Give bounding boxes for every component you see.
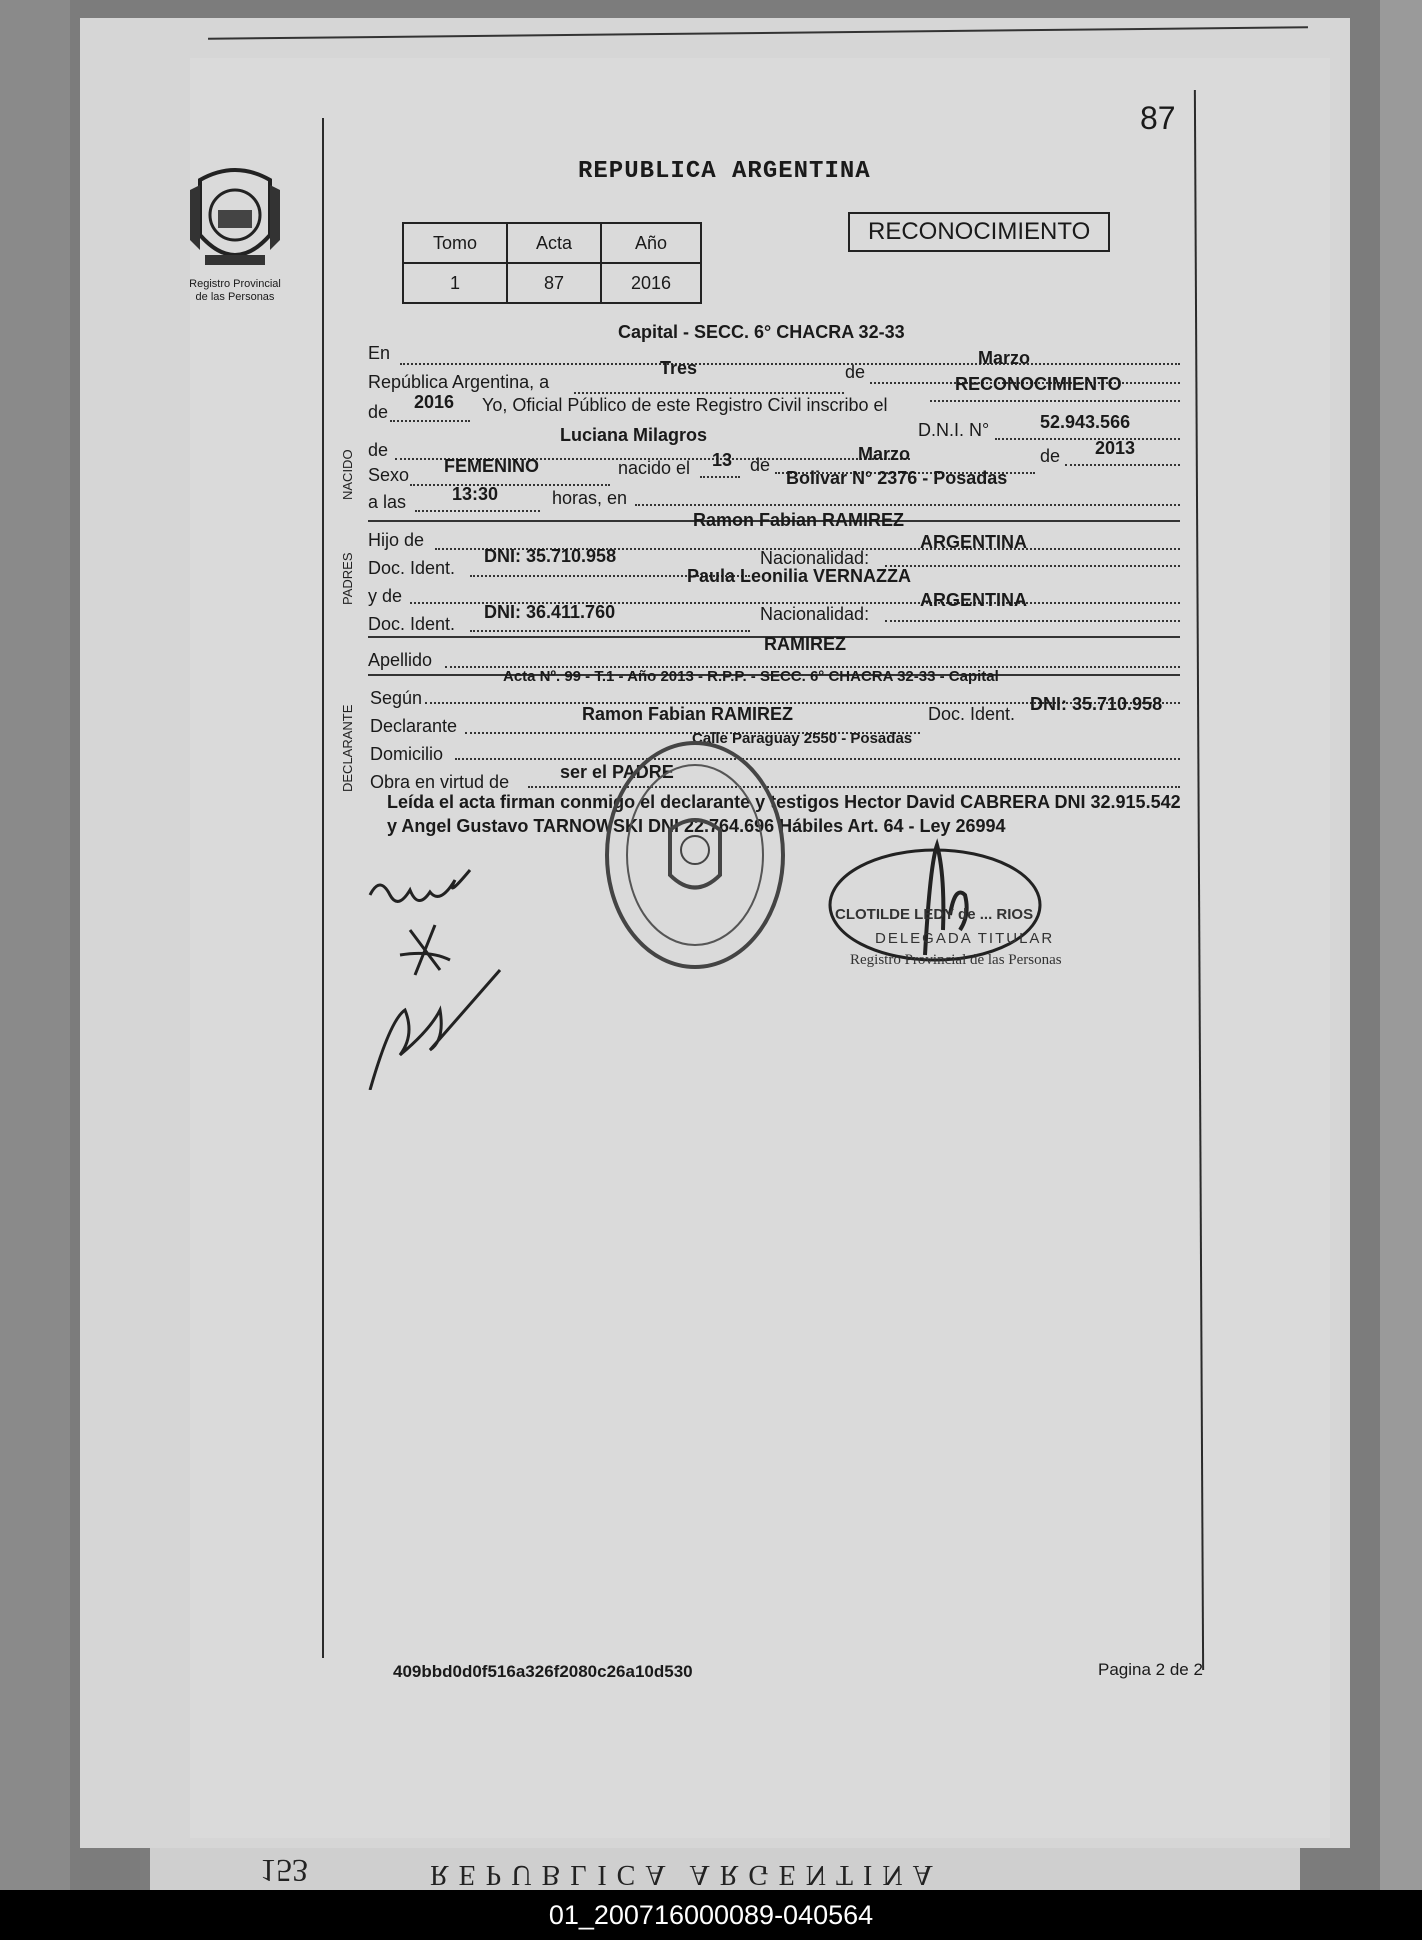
- value-father-name: Ramon Fabian RAMIREZ: [693, 510, 905, 530]
- document-hash: 409bbd0d0f516a326f2080c26a10d530: [393, 1662, 693, 1681]
- closing-text: Leída el acta firman conmigo el declarante y testigos Hector David CABRERA DNI 32.915.542 y Angel Gustavo TARNOWSKI DNI 22.764.696 Hábiles Art. 64 - Ley 26994: [387, 792, 1181, 836]
- dots: [455, 758, 1180, 760]
- label-inscribo: Yo, Oficial Público de este Registro Civil inscribo el: [482, 395, 888, 415]
- value-father-nationality: ARGENTINA: [920, 532, 1027, 552]
- label-domicilio: Domicilio: [370, 744, 444, 764]
- table-header-acta: Acta: [507, 223, 601, 263]
- scan-background-left: [0, 0, 70, 1890]
- value-birth-time: 13:30: [452, 484, 499, 504]
- stamp-registry: Registro Provincial de las Personas: [850, 952, 1062, 968]
- folio-number: 87: [1140, 100, 1176, 136]
- label-doc-ident: Doc. Ident.: [368, 614, 456, 634]
- value-mother-doc: DNI: 36.411.760: [484, 602, 616, 622]
- label-yde: y de: [368, 586, 403, 606]
- value-child-name: Luciana Milagros: [560, 425, 708, 445]
- label-dni: D.N.I. N°: [918, 420, 990, 440]
- dots: [574, 392, 844, 394]
- label-nacionalidad: Nacionalidad:: [760, 548, 870, 568]
- round-stamp-icon: [600, 735, 790, 975]
- label-de: de: [845, 362, 866, 382]
- dots: [415, 510, 540, 512]
- scan-background-right: [1380, 0, 1422, 1890]
- value-segun: Acta Nº. 99 - T.1 - Año 2013 - R.P.P. - SECC. 6° CHACRA 32-33 - Capital: [503, 668, 999, 685]
- value-day: Tres: [660, 358, 698, 378]
- label-nacionalidad: Nacionalidad:: [760, 604, 870, 624]
- label-doc-ident: Doc. Ident.: [928, 704, 1016, 724]
- value-declarante: Ramon Fabian RAMIREZ: [582, 704, 794, 724]
- label-sexo: Sexo: [368, 465, 410, 485]
- dots: [885, 620, 1180, 622]
- page-indicator: Pagina 2 de 2: [1098, 1660, 1203, 1679]
- value-declarante-doc: DNI: 35.710.958: [1030, 694, 1163, 714]
- provincial-seal-icon: [180, 160, 290, 280]
- dots: [1065, 464, 1180, 466]
- side-label-padres: PADRES: [340, 552, 355, 605]
- label-de: de: [1040, 446, 1061, 466]
- value-father-doc: DNI: 35.710.958: [484, 546, 617, 566]
- seal-caption: Registro Provincial de las Personas: [189, 278, 281, 303]
- underlying-number: 153: [260, 1853, 308, 1889]
- value-birth-place: Bolivar N° 2376 - Posadas: [786, 468, 1008, 488]
- value-act-type: RECONOCIMIENTO: [955, 374, 1122, 394]
- value-mother-name: Paula Leonilia VERNAZZA: [687, 566, 912, 586]
- value-birth-month: Marzo: [858, 444, 911, 464]
- label-horas: horas, en: [552, 488, 628, 508]
- value-mother-nationality: ARGENTINA: [920, 590, 1027, 610]
- value-obra: ser el PADRE: [560, 762, 674, 782]
- label-declarante: Declarante: [370, 716, 458, 736]
- label-en: En: [368, 343, 391, 363]
- label-segun: Según: [370, 688, 423, 708]
- value-month: Marzo: [978, 348, 1031, 368]
- value-sexo: FEMENINO: [444, 456, 540, 476]
- label-de: de: [368, 402, 389, 422]
- dots: [995, 438, 1180, 440]
- value-birth-year: 2013: [1095, 438, 1136, 458]
- value-apellido: RAMIREZ: [764, 634, 846, 654]
- value-birth-day: 13: [712, 450, 733, 470]
- dots: [635, 504, 1180, 506]
- label-alas: a las: [368, 492, 407, 512]
- value-place: Capital - SECC. 6° CHACRA 32-33: [618, 322, 905, 342]
- table-value-tomo: 1: [403, 263, 507, 303]
- registry-table: [402, 222, 702, 304]
- left-margin-line: [322, 118, 324, 1658]
- table-value-acta: 87: [507, 263, 601, 303]
- label-obra: Obra en virtud de: [370, 772, 510, 792]
- signature-witnesses-icon: [360, 860, 520, 1090]
- document-title: REPUBLICA ARGENTINA: [578, 158, 871, 185]
- label-de: de: [368, 440, 389, 460]
- table-value-ano: 2016: [601, 263, 701, 303]
- label-apellido: Apellido: [368, 650, 433, 670]
- value-domicilio: Calle Paraguay 2550 - Posadas: [692, 730, 913, 747]
- table-header-ano: Año: [601, 223, 701, 263]
- dots: [400, 363, 1180, 365]
- dots: [390, 420, 470, 422]
- side-label-nacido: NACIDO: [340, 449, 355, 500]
- dots: [470, 630, 750, 632]
- value-child-dni: 52.943.566: [1040, 412, 1131, 432]
- label-hijo: Hijo de: [368, 530, 425, 550]
- label-de: de: [750, 455, 771, 475]
- stamp-name: CLOTILDE LEDY de ... RIOS: [835, 906, 1034, 923]
- dots: [930, 400, 1180, 402]
- act-type-box: RECONOCIMIENTO: [848, 212, 1110, 252]
- value-year: 2016: [414, 392, 455, 412]
- dots: [410, 484, 610, 486]
- label-republica: República Argentina, a: [368, 372, 550, 392]
- side-label-declarante: DECLARANTE: [340, 704, 355, 792]
- dots: [700, 476, 740, 478]
- stamp-role: DELEGADA TITULAR: [875, 930, 1055, 947]
- dots: [885, 565, 1180, 567]
- label-nacido: nacido el: [618, 458, 691, 478]
- scan-label: 01_200716000089-040564: [0, 1890, 1422, 1940]
- underlying-title: REPUBLICA ARGENTINA: [430, 1859, 943, 1890]
- table-header-tomo: Tomo: [403, 223, 507, 263]
- label-doc-ident: Doc. Ident.: [368, 558, 456, 578]
